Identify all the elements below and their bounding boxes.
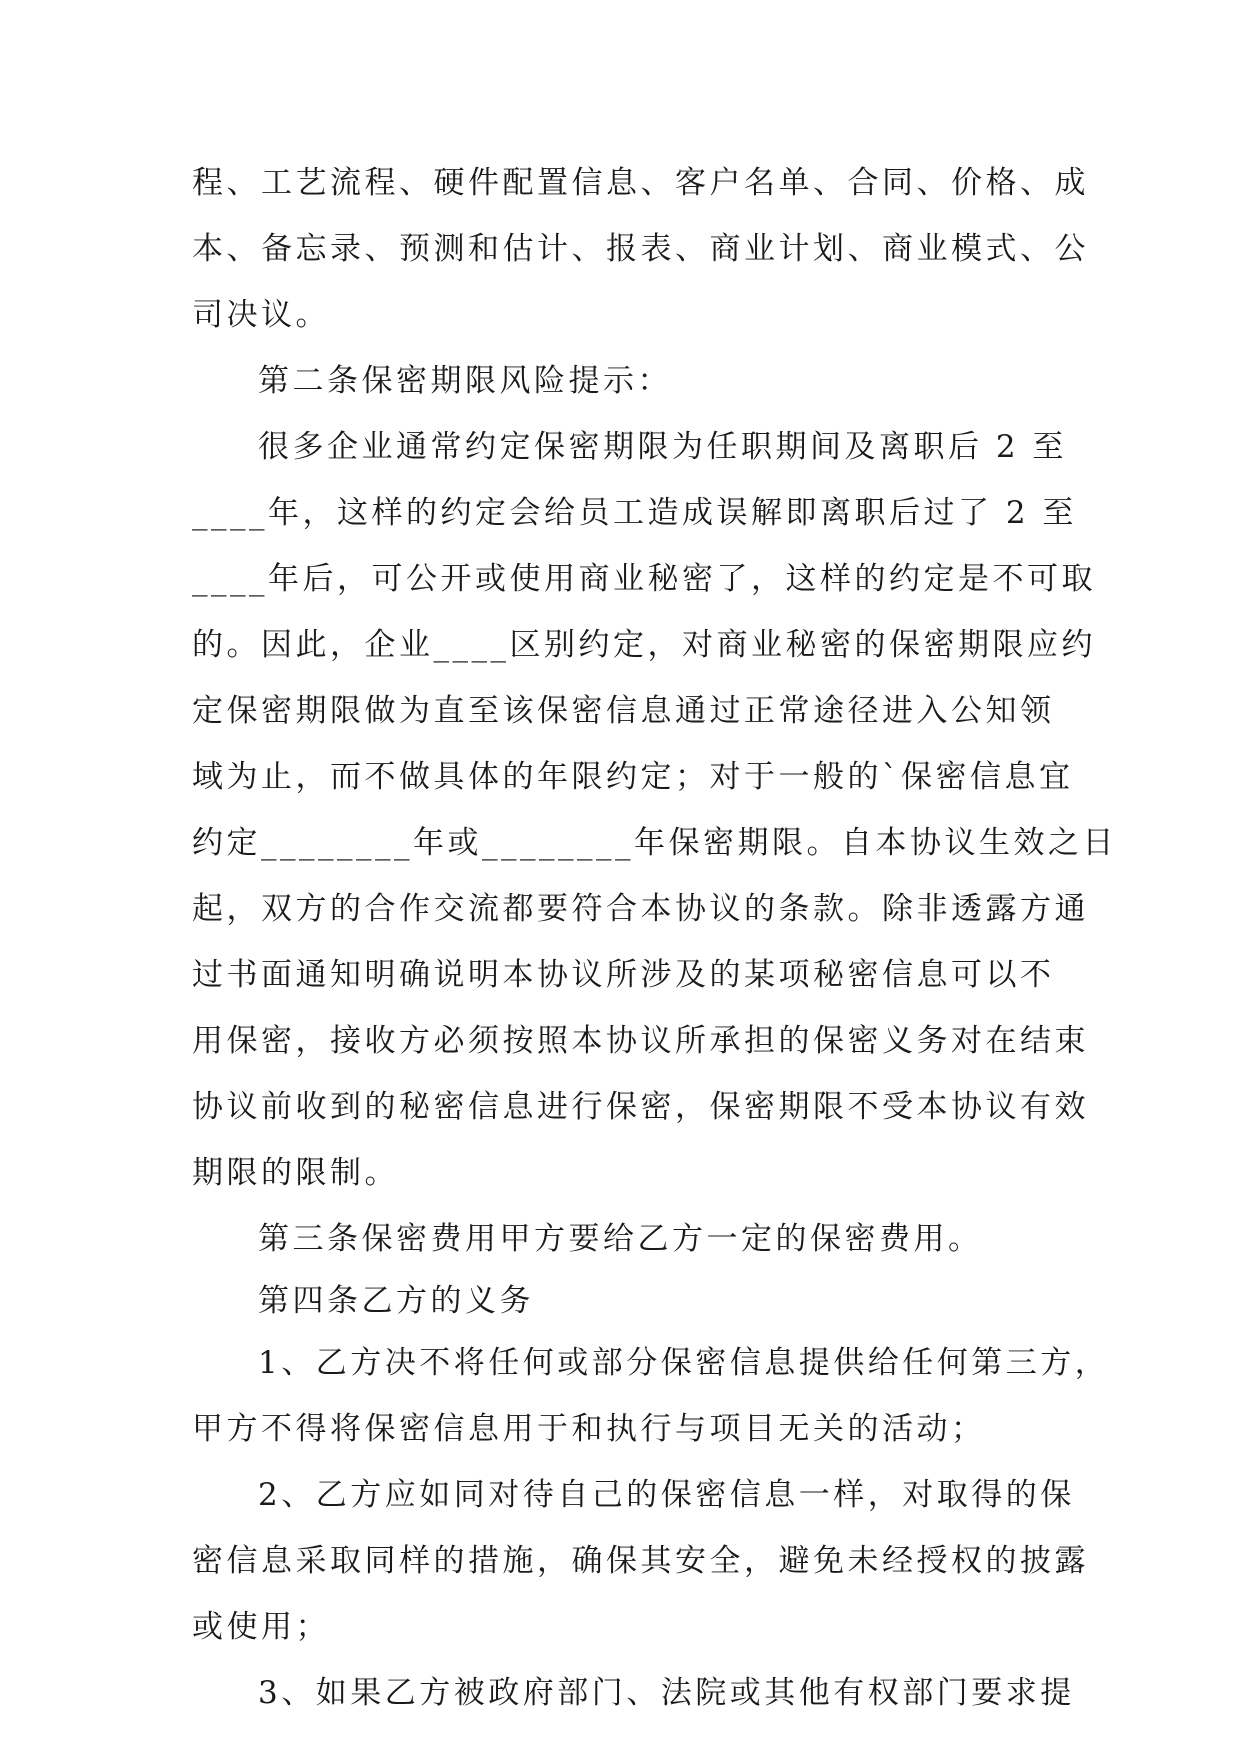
list-item-1: 1、乙方决不将任何或部分保密信息提供给任何第三方，: [258, 1345, 1110, 1381]
section-heading-article-4: 第四条乙方的义务: [258, 1283, 534, 1319]
text-line: 起，双方的合作交流都要符合本协议的条款。除非透露方通: [192, 891, 1089, 927]
text-line: 程、工艺流程、硬件配置信息、客户名单、合同、价格、成: [192, 165, 1089, 201]
text-line: 协议前收到的秘密信息进行保密，保密期限不受本协议有效: [192, 1089, 1089, 1125]
text-line: 的。因此，企业____区别约定，对商业秘密的保密期限应约: [192, 627, 1096, 663]
text-line: 定保密期限做为直至该保密信息通过正常途径进入公知领: [192, 693, 1055, 729]
document-body: [192, 150, 1117, 1726]
text-line: ____年，这样的约定会给员工造成误解即离职后过了 2 至: [192, 495, 1077, 531]
text-line: 本、备忘录、预测和估计、报表、商业计划、商业模式、公: [192, 231, 1089, 267]
text-line: 用保密，接收方必须按照本协议所承担的保密义务对在结束: [192, 1023, 1089, 1059]
section-heading-article-2: 第二条保密期限风险提示：: [258, 363, 672, 399]
text-line: 约定________年或________年保密期限。自本协议生效之日: [192, 825, 1117, 861]
list-item-3: 3、如果乙方被政府部门、法院或其他有权部门要求提: [258, 1675, 1075, 1711]
text-line: ____年后，可公开或使用商业秘密了，这样的约定是不可取: [192, 561, 1096, 597]
section-heading-article-3: 第三条保密费用甲方要给乙方一定的保密费用。: [258, 1221, 983, 1257]
text-line: 或使用；: [192, 1609, 330, 1645]
text-line: 密信息采取同样的措施，确保其安全，避免未经授权的披露: [192, 1543, 1089, 1579]
text-line: 过书面通知明确说明本协议所涉及的某项秘密信息可以不: [192, 957, 1055, 993]
text-line: 期限的限制。: [192, 1155, 399, 1191]
text-line: 很多企业通常约定保密期限为任职期间及离职后 2 至: [258, 429, 1067, 465]
list-item-2: 2、乙方应如同对待自己的保密信息一样，对取得的保: [258, 1477, 1075, 1513]
text-line: 司决议。: [192, 297, 330, 333]
text-line: 域为止，而不做具体的年限约定；对于一般的`保密信息宜: [192, 759, 1074, 795]
text-line: 甲方不得将保密信息用于和执行与项目无关的活动；: [192, 1411, 986, 1447]
